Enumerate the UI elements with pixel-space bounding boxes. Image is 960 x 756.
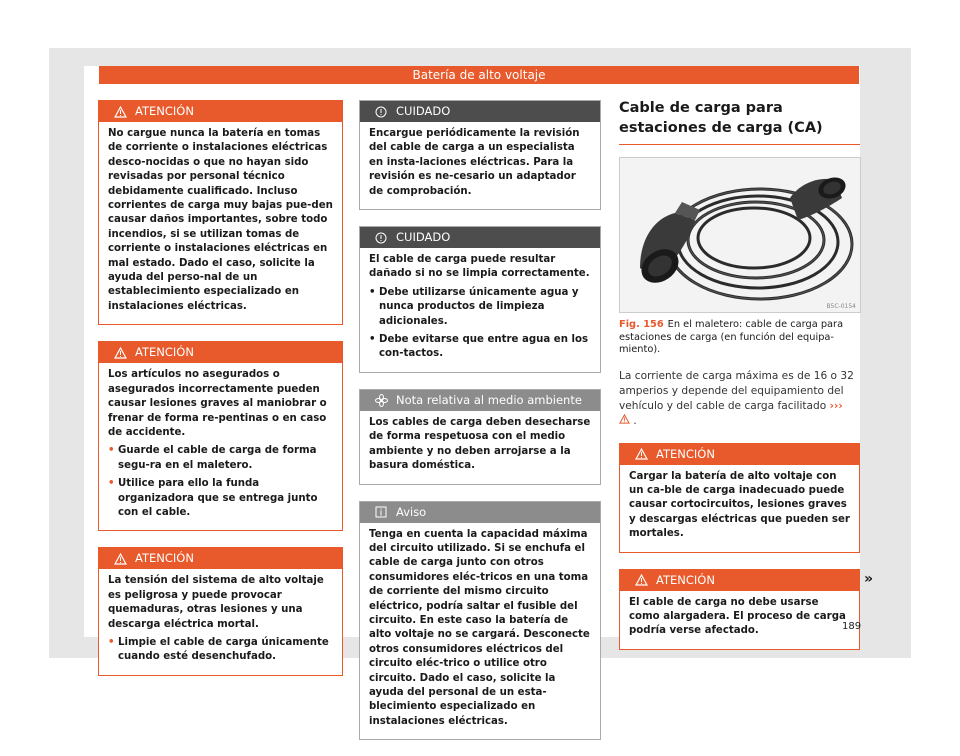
bullet-item: • Utilice para ello la funda organizadora que se entrega junto con el cable. (108, 477, 333, 520)
warning-box (619, 569, 860, 650)
warning-header (620, 570, 859, 591)
note-text: Tenga en cuenta la capacidad máxima del circuito utilizado. Si se enchufa el cable de carga junto con otros consumidores eléc-tricos en una toma de corriente del mismo circuito eléctrico, podría saltar el fusible del circuito. En este caso la batería de alto voltaje no se cargará. Desconecte otros consumidores eléctricos del circuito eléc-trico o utilice otro circuito. Dado el caso, solicite la ayuda del personal de un esta-blecimiento especializado en instalaciones eléctricas. (369, 528, 590, 727)
warning-title: ATENCIÓN (656, 572, 715, 587)
environment-text: Los cables de carga deben desecharse de forma respetuosa con el medio ambiente y no deben arrojarse a la basura doméstica. (369, 416, 591, 472)
warning-box (98, 100, 343, 325)
warning-box (98, 547, 343, 675)
bullet-icon: • (369, 286, 376, 298)
warning-box (619, 443, 860, 553)
figure-charging-cable (619, 157, 861, 313)
warning-triangle-icon (634, 447, 648, 461)
warning-title: ATENCIÓN (656, 446, 715, 461)
info-circle-icon (374, 105, 388, 119)
column-1 (98, 100, 343, 692)
continue-mark: » (864, 571, 874, 587)
bullet-icon: • (108, 478, 115, 490)
column-2 (359, 100, 601, 756)
caution-text: Encargue periódicamente la revisión del cable de carga a un especialista en insta-laciones eléctricas. Para la revisión es ne-cesario un adaptador de comprobación. (369, 128, 580, 197)
warning-header (99, 342, 342, 363)
warning-title: ATENCIÓN (135, 345, 194, 360)
section-title: Cable de carga para estaciones de carga (CA) (619, 98, 860, 145)
bullet-item: • Debe evitarse que entre agua en los con-tactos. (369, 333, 591, 362)
body-paragraph: La corriente de carga máxima es de 16 o 32 amperios y depende del equipamiento del vehículo y del cable de carga facilitado ››› . (619, 369, 854, 427)
figure-code: B5C-0154 (826, 303, 856, 310)
bullet-icon: • (108, 636, 115, 648)
note-info-icon (374, 505, 388, 519)
warning-triangle-icon (619, 415, 633, 427)
chapter-header: Batería de alto voltaje (99, 66, 859, 84)
info-circle-icon (374, 231, 388, 245)
note-header (360, 502, 600, 523)
warning-triangle-icon (113, 346, 127, 360)
environment-header (360, 390, 600, 411)
column-3 (619, 100, 860, 666)
caution-box (359, 226, 601, 373)
cross-reference-arrows[interactable]: ››› (829, 399, 843, 412)
warning-header (99, 101, 342, 122)
environment-box (359, 389, 601, 485)
bullet-item: • Guarde el cable de carga de forma segu-ra en el maletero. (108, 444, 333, 473)
bullet-item: • Limpie el cable de carga únicamente cuando esté desenchufado. (108, 636, 333, 665)
warning-header (99, 548, 342, 569)
note-title: Aviso (396, 504, 427, 519)
caution-header (360, 101, 600, 122)
warning-box (98, 341, 343, 531)
warning-triangle-icon (634, 573, 648, 587)
warning-title: ATENCIÓN (135, 551, 194, 566)
warning-header (620, 444, 859, 465)
warning-title: ATENCIÓN (135, 104, 194, 118)
bullet-icon: • (369, 334, 376, 346)
warning-text: Los artículos no asegurados o asegurados incorrectamente pueden causar lesiones graves al maniobrar o frenar de forma re-pentinas o en caso de accidente. (108, 369, 327, 438)
note-box (359, 501, 601, 741)
warning-triangle-icon (113, 105, 127, 119)
caution-header (360, 227, 600, 248)
warning-triangle-icon (113, 552, 127, 566)
caution-box (359, 100, 601, 210)
bullet-item: • Debe utilizarse únicamente agua y nunca productos de limpieza adicionales. (369, 286, 591, 329)
warning-text: Cargar la batería de alto voltaje con un ca-ble de carga inadecuado puede causar cortocircuitos, lesiones graves y descargas eléctricas que pueden ser mortales. (629, 470, 850, 540)
page-number: 189 (842, 621, 862, 632)
warning-text: La tensión del sistema de alto voltaje es peligrosa y puede provocar quemaduras, otras lesiones y una descarga eléctrica mortal. (108, 575, 324, 630)
environment-title: Nota relativa al medio ambiente (396, 392, 582, 407)
caption-text: En el maletero: cable de carga para estaciones de carga (en función del equipa-miento). (619, 319, 844, 355)
warning-text: No cargue nunca la batería en tomas de corriente o instalaciones eléctricas desco-nocidas o que no hayan sido revisadas por personal técnico debidamente cualificado. Incluso corrientes de carga muy bajas pue-den causar daños importantes, sobre todo incendios, si se utilizan tomas de corriente o instalaciones eléctricas en mal estado. Dado el caso, solicite la ayuda del perso-nal de un establecimiento especializado en instalaciones eléctricas. (108, 128, 333, 312)
bullet-icon: • (108, 445, 115, 457)
figure-caption (619, 319, 860, 357)
caution-text: El cable de carga puede resultar dañado si no se limpia correctamente. (369, 254, 590, 280)
warning-text: El cable de carga no debe usarse como alargadera. El proceso de carga podría verse afectado. (629, 596, 846, 637)
figure-number: Fig. 156 (619, 319, 664, 330)
caution-title: CUIDADO (396, 104, 451, 118)
caution-title: CUIDADO (396, 230, 451, 245)
environment-flower-icon (374, 393, 388, 407)
charging-cable-illustration (620, 158, 860, 312)
